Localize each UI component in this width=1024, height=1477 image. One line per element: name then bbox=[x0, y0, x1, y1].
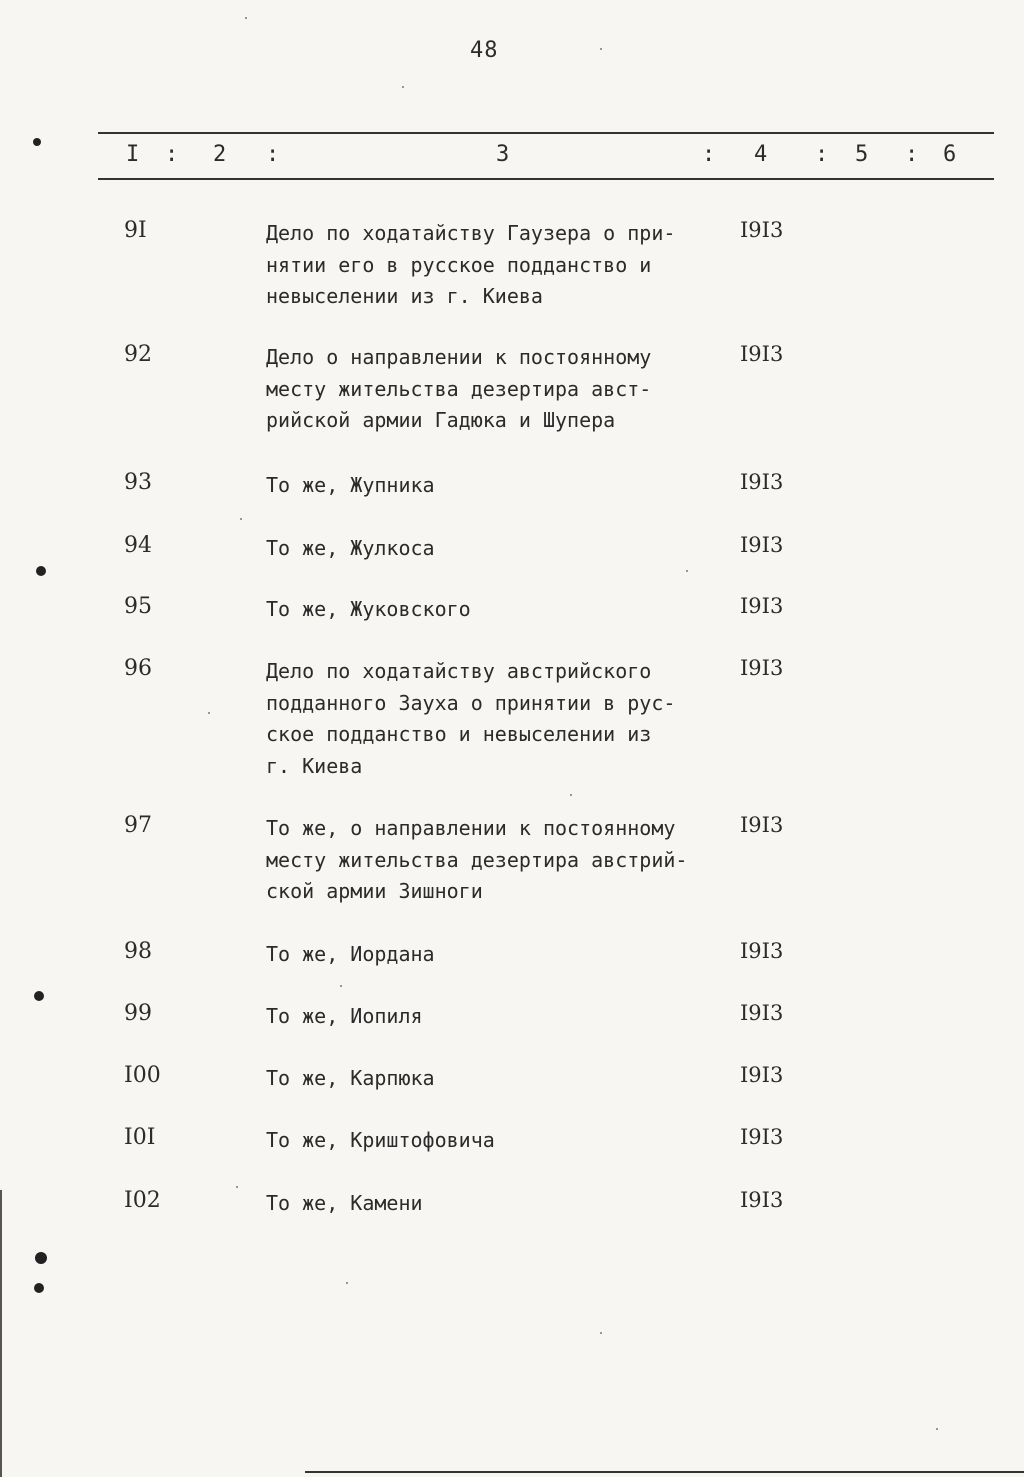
binding-hole-mark bbox=[35, 1252, 47, 1264]
description-line: То же, Жулкоса bbox=[266, 536, 435, 560]
case-year: I9I3 bbox=[740, 1125, 784, 1149]
scan-edge-line bbox=[0, 1190, 2, 1477]
case-number: 94 bbox=[124, 533, 152, 558]
case-description bbox=[266, 533, 726, 565]
case-number: 9I bbox=[124, 218, 147, 243]
binding-hole-mark bbox=[34, 991, 44, 1001]
description-line: ское подданство и невыселении из bbox=[266, 722, 652, 746]
scan-speck bbox=[936, 1428, 938, 1430]
column-header-6: 6 bbox=[943, 142, 957, 167]
column-separator: : bbox=[905, 142, 919, 167]
description-line: месту жительства дезертира австрий- bbox=[266, 847, 688, 872]
description-line: Дело по ходатайству австрийского bbox=[266, 659, 652, 683]
case-description bbox=[266, 218, 726, 313]
description-line: То же, Иордана bbox=[266, 942, 435, 966]
column-separator: : bbox=[165, 142, 179, 167]
case-year: I9I3 bbox=[740, 813, 784, 837]
case-description bbox=[266, 813, 726, 908]
case-number: I00 bbox=[124, 1063, 161, 1088]
column-separator: : bbox=[702, 142, 716, 167]
case-year: I9I3 bbox=[740, 1063, 784, 1087]
case-number: 96 bbox=[124, 656, 152, 681]
case-description bbox=[266, 1063, 726, 1095]
description-line: невыселении из г. Киева bbox=[266, 284, 543, 308]
case-description bbox=[266, 1188, 726, 1220]
description-line: То же, Камени bbox=[266, 1191, 423, 1215]
case-year: I9I3 bbox=[740, 342, 784, 366]
scan-speck bbox=[245, 17, 247, 19]
case-year: I9I3 bbox=[740, 218, 784, 242]
scan-speck bbox=[600, 48, 602, 50]
description-line: месту жительства дезертира авст- bbox=[266, 376, 652, 401]
description-line: Дело по ходатайству Гаузера о при- bbox=[266, 221, 676, 245]
column-header-1: I bbox=[126, 142, 140, 167]
column-header-5: 5 bbox=[855, 142, 869, 167]
case-year: I9I3 bbox=[740, 656, 784, 680]
binding-hole-mark bbox=[34, 1283, 44, 1293]
case-description bbox=[266, 594, 726, 626]
description-line: подданного Зауха о принятии в рус- bbox=[266, 690, 676, 715]
column-header-4: 4 bbox=[754, 142, 768, 167]
description-line: нятии его в русское подданство и bbox=[266, 252, 652, 277]
scan-speck bbox=[402, 86, 404, 88]
case-number: I0I bbox=[124, 1125, 156, 1150]
page-bottom-rule bbox=[305, 1471, 1024, 1473]
scan-speck bbox=[346, 1282, 348, 1284]
description-line: То же, Жупника bbox=[266, 473, 435, 497]
case-number: I02 bbox=[124, 1188, 161, 1213]
case-year: I9I3 bbox=[740, 1188, 784, 1212]
scan-speck bbox=[340, 985, 342, 987]
table-header-rule bbox=[98, 178, 994, 180]
scan-speck bbox=[236, 1186, 238, 1188]
case-year: I9I3 bbox=[740, 470, 784, 494]
case-description bbox=[266, 1001, 726, 1033]
case-number: 97 bbox=[124, 813, 152, 838]
column-header-3: 3 bbox=[496, 142, 510, 167]
binding-hole-mark bbox=[36, 566, 46, 576]
description-line: То же, Иопиля bbox=[266, 1004, 423, 1028]
description-line: То же, Криштофовича bbox=[266, 1128, 495, 1152]
scan-speck bbox=[240, 518, 242, 520]
description-line: То же, о направлении к постоянному bbox=[266, 816, 676, 840]
description-line: ской армии Зишноги bbox=[266, 879, 483, 903]
case-number: 93 bbox=[124, 470, 152, 495]
binding-hole-mark bbox=[33, 138, 41, 146]
case-year: I9I3 bbox=[740, 939, 784, 963]
column-separator: : bbox=[266, 142, 280, 167]
scan-speck bbox=[208, 712, 210, 714]
scan-speck bbox=[600, 1332, 602, 1334]
case-year: I9I3 bbox=[740, 533, 784, 557]
table-top-rule bbox=[98, 132, 994, 134]
description-line: Дело о направлении к постоянному bbox=[266, 345, 652, 369]
case-number: 92 bbox=[124, 342, 152, 367]
case-year: I9I3 bbox=[740, 594, 784, 618]
case-description bbox=[266, 470, 726, 502]
case-description bbox=[266, 342, 726, 437]
case-number: 98 bbox=[124, 939, 152, 964]
description-line: То же, Карпюка bbox=[266, 1066, 435, 1090]
description-line: То же, Жуковского bbox=[266, 597, 471, 621]
case-number: 95 bbox=[124, 594, 152, 619]
case-description bbox=[266, 939, 726, 971]
scan-speck bbox=[686, 570, 688, 572]
description-line: рийской армии Гадюка и Шупера bbox=[266, 408, 616, 432]
scan-speck bbox=[570, 794, 572, 796]
column-separator: : bbox=[815, 142, 829, 167]
case-description bbox=[266, 656, 726, 782]
case-description bbox=[266, 1125, 726, 1157]
page-number: 48 bbox=[470, 38, 499, 63]
case-year: I9I3 bbox=[740, 1001, 784, 1025]
case-number: 99 bbox=[124, 1001, 152, 1026]
column-header-2: 2 bbox=[213, 142, 227, 167]
description-line: г. Киева bbox=[266, 753, 363, 778]
